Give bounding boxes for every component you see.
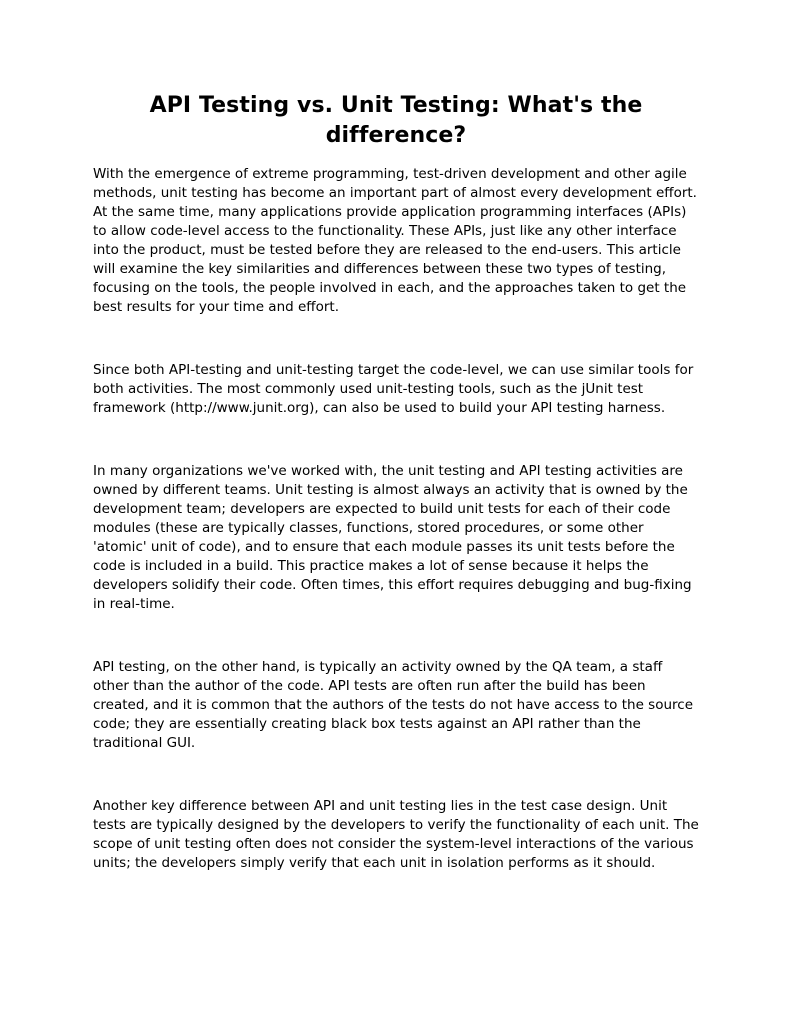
document-page (93, 91, 699, 873)
paragraph-intro: With the emergence of extreme programming, test-driven development and other agile methods, unit testing has become an important part of almost every development effort. At the same time, many applications provide application programming interfaces (APIs) to allow code-level access to the functionality. These APIs, just like any other interface into the product, must be tested before they are released to the end-users. This article will examine the key similarities and differences between these two types of testing, focusing on the tools, the people involved in each, and the approaches taken to get the best results for your time and effort. (93, 166, 697, 315)
paragraph-api-testing: API testing, on the other hand, is typically an activity owned by the QA team, a staff other than the author of the code. API tests are often run after the build has been created, and it is common that the authors of the tests do not have access to the source code; they are essentially creating black box tests against an API rather than the traditional GUI. (93, 659, 693, 751)
paragraph-tools: Since both API-testing and unit-testing target the code-level, we can use similar tools for both activities. The most commonly used unit-testing tools, such as the jUnit test framework (http://www.junit.org), can also be used to build your API testing harness. (93, 362, 694, 416)
page-title: API Testing vs. Unit Testing: What's the difference? (149, 93, 643, 148)
paragraph-test-design: Another key difference between API and unit testing lies in the test case design. Unit tests are typically designed by the developers to verify the functionality of each unit. The scope of unit testing often does not consider the system-level interactions of the various units; the developers simply verify that each unit in isolation performs as it should. (93, 798, 699, 871)
paragraph-ownership: In many organizations we've worked with, the unit testing and API testing activities are owned by different teams. Unit testing is almost always an activity that is owned by the development team; developers are expected to build unit tests for each of their code modules (these are typically classes, functions, stored procedures, or some other 'atomic' unit of code), and to ensure that each module passes its unit tests before the code is included in a build. This practice makes a lot of sense because it helps the developers solidify their code. Often times, this effort requires debugging and bug-fixing in real-time. (93, 463, 692, 612)
